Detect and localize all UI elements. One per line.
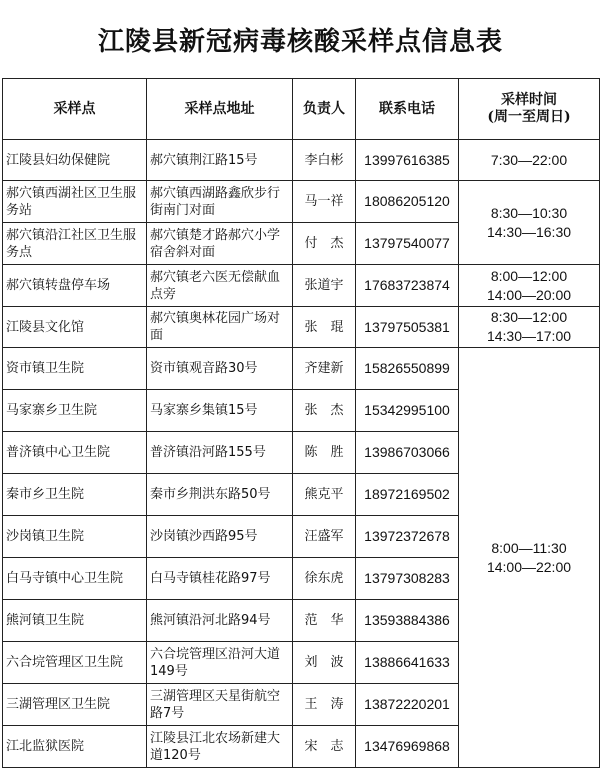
table-row bbox=[3, 140, 600, 181]
header-address: 采样点地址 bbox=[147, 79, 293, 140]
address-cell: 六合垸管理区沿河大道149号 bbox=[147, 642, 293, 684]
header-person: 负责人 bbox=[293, 79, 356, 140]
header-time-title: 采样时间 bbox=[501, 92, 557, 108]
person-cell: 范 华 bbox=[293, 600, 356, 642]
address-cell: 沙岗镇沙西路95号 bbox=[147, 516, 293, 558]
time-range: 8:00—11:30 bbox=[491, 539, 567, 556]
address-cell: 郝穴镇奥林花园广场对面 bbox=[147, 307, 293, 348]
phone-cell: 13797540077 bbox=[356, 223, 459, 265]
person-cell: 齐建新 bbox=[293, 348, 356, 390]
address-cell: 江陵县江北农场新建大道120号 bbox=[147, 726, 293, 768]
sampling-site-table bbox=[2, 78, 600, 768]
time-cell bbox=[459, 348, 600, 768]
address-cell: 秦市乡荆洪东路50号 bbox=[147, 474, 293, 516]
phone-cell: 18972169502 bbox=[356, 474, 459, 516]
site-cell: 沙岗镇卫生院 bbox=[3, 516, 147, 558]
phone-cell: 13997616385 bbox=[356, 140, 459, 181]
person-cell: 张 琨 bbox=[293, 307, 356, 348]
table-header-row bbox=[3, 79, 600, 140]
site-cell: 白马寺镇中心卫生院 bbox=[3, 558, 147, 600]
phone-cell: 13797308283 bbox=[356, 558, 459, 600]
site-cell: 六合垸管理区卫生院 bbox=[3, 642, 147, 684]
address-cell: 资市镇观音路30号 bbox=[147, 348, 293, 390]
site-cell: 普济镇中心卫生院 bbox=[3, 432, 147, 474]
phone-cell: 13986703066 bbox=[356, 432, 459, 474]
person-cell: 张 杰 bbox=[293, 390, 356, 432]
header-phone: 联系电话 bbox=[356, 79, 459, 140]
time-cell bbox=[459, 181, 600, 265]
person-cell: 宋 志 bbox=[293, 726, 356, 768]
time-range: 8:30—12:00 bbox=[490, 309, 568, 325]
address-cell: 三湖管理区天星街航空路7号 bbox=[147, 684, 293, 726]
address-cell: 郝穴镇西湖路鑫欣步行街南门对面 bbox=[147, 181, 293, 223]
table-row bbox=[3, 265, 600, 307]
time-cell bbox=[459, 265, 600, 307]
address-cell: 郝穴镇楚才路郝穴小学宿舍斜对面 bbox=[147, 223, 293, 265]
time-cell bbox=[459, 140, 600, 181]
person-cell: 熊克平 bbox=[293, 474, 356, 516]
site-cell: 三湖管理区卫生院 bbox=[3, 684, 147, 726]
phone-cell: 13972372678 bbox=[356, 516, 459, 558]
table-row bbox=[3, 181, 600, 223]
time-range: 14:00—20:00 bbox=[486, 286, 572, 303]
site-cell: 郝穴镇沿江社区卫生服务点 bbox=[3, 223, 147, 265]
person-cell: 徐东虎 bbox=[293, 558, 356, 600]
phone-cell: 13872220201 bbox=[356, 684, 459, 726]
table-row bbox=[3, 307, 600, 348]
header-time-subtitle: (周一至周日) bbox=[487, 109, 571, 125]
site-cell: 资市镇卫生院 bbox=[3, 348, 147, 390]
phone-cell: 18086205120 bbox=[356, 181, 459, 223]
address-cell: 郝穴镇老六医无偿献血点旁 bbox=[147, 265, 293, 307]
address-cell: 白马寺镇桂花路97号 bbox=[147, 558, 293, 600]
person-cell: 陈 胜 bbox=[293, 432, 356, 474]
time-range: 8:30—10:30 bbox=[490, 204, 568, 221]
phone-cell: 15342995100 bbox=[356, 390, 459, 432]
site-cell: 郝穴镇转盘停车场 bbox=[3, 265, 147, 307]
time-range: 14:30—17:00 bbox=[486, 328, 572, 344]
site-cell: 郝穴镇西湖社区卫生服务站 bbox=[3, 181, 147, 223]
person-cell: 马一祥 bbox=[293, 181, 356, 223]
address-cell: 郝穴镇荆江路15号 bbox=[147, 140, 293, 181]
time-range: 7:30—22:00 bbox=[490, 151, 568, 168]
phone-cell: 13797505381 bbox=[356, 307, 459, 348]
address-cell: 马家寨乡集镇15号 bbox=[147, 390, 293, 432]
person-cell: 李白彬 bbox=[293, 140, 356, 181]
site-cell: 马家寨乡卫生院 bbox=[3, 390, 147, 432]
header-time bbox=[459, 79, 600, 140]
site-cell: 江北监狱医院 bbox=[3, 726, 147, 768]
site-cell: 江陵县妇幼保健院 bbox=[3, 140, 147, 181]
person-cell: 张道宇 bbox=[293, 265, 356, 307]
person-cell: 刘 波 bbox=[293, 642, 356, 684]
site-cell: 秦市乡卫生院 bbox=[3, 474, 147, 516]
header-site: 采样点 bbox=[3, 79, 147, 140]
table-row bbox=[3, 348, 600, 390]
address-cell: 普济镇沿河路155号 bbox=[147, 432, 293, 474]
phone-cell: 17683723874 bbox=[356, 265, 459, 307]
person-cell: 王 涛 bbox=[293, 684, 356, 726]
phone-cell: 15826550899 bbox=[356, 348, 459, 390]
person-cell: 汪盛军 bbox=[293, 516, 356, 558]
address-cell: 熊河镇沿河北路94号 bbox=[147, 600, 293, 642]
phone-cell: 13593884386 bbox=[356, 600, 459, 642]
phone-cell: 13476969868 bbox=[356, 726, 459, 768]
site-cell: 熊河镇卫生院 bbox=[3, 600, 147, 642]
person-cell: 付 杰 bbox=[293, 223, 356, 265]
time-range: 14:30—16:30 bbox=[486, 223, 572, 240]
phone-cell: 13886641633 bbox=[356, 642, 459, 684]
time-range: 8:00—12:00 bbox=[490, 267, 568, 284]
time-range: 14:00—22:00 bbox=[486, 558, 572, 575]
site-cell: 江陵县文化馆 bbox=[3, 307, 147, 348]
time-cell bbox=[459, 307, 600, 348]
page-title: 江陵县新冠病毒核酸采样点信息表 bbox=[97, 26, 503, 57]
